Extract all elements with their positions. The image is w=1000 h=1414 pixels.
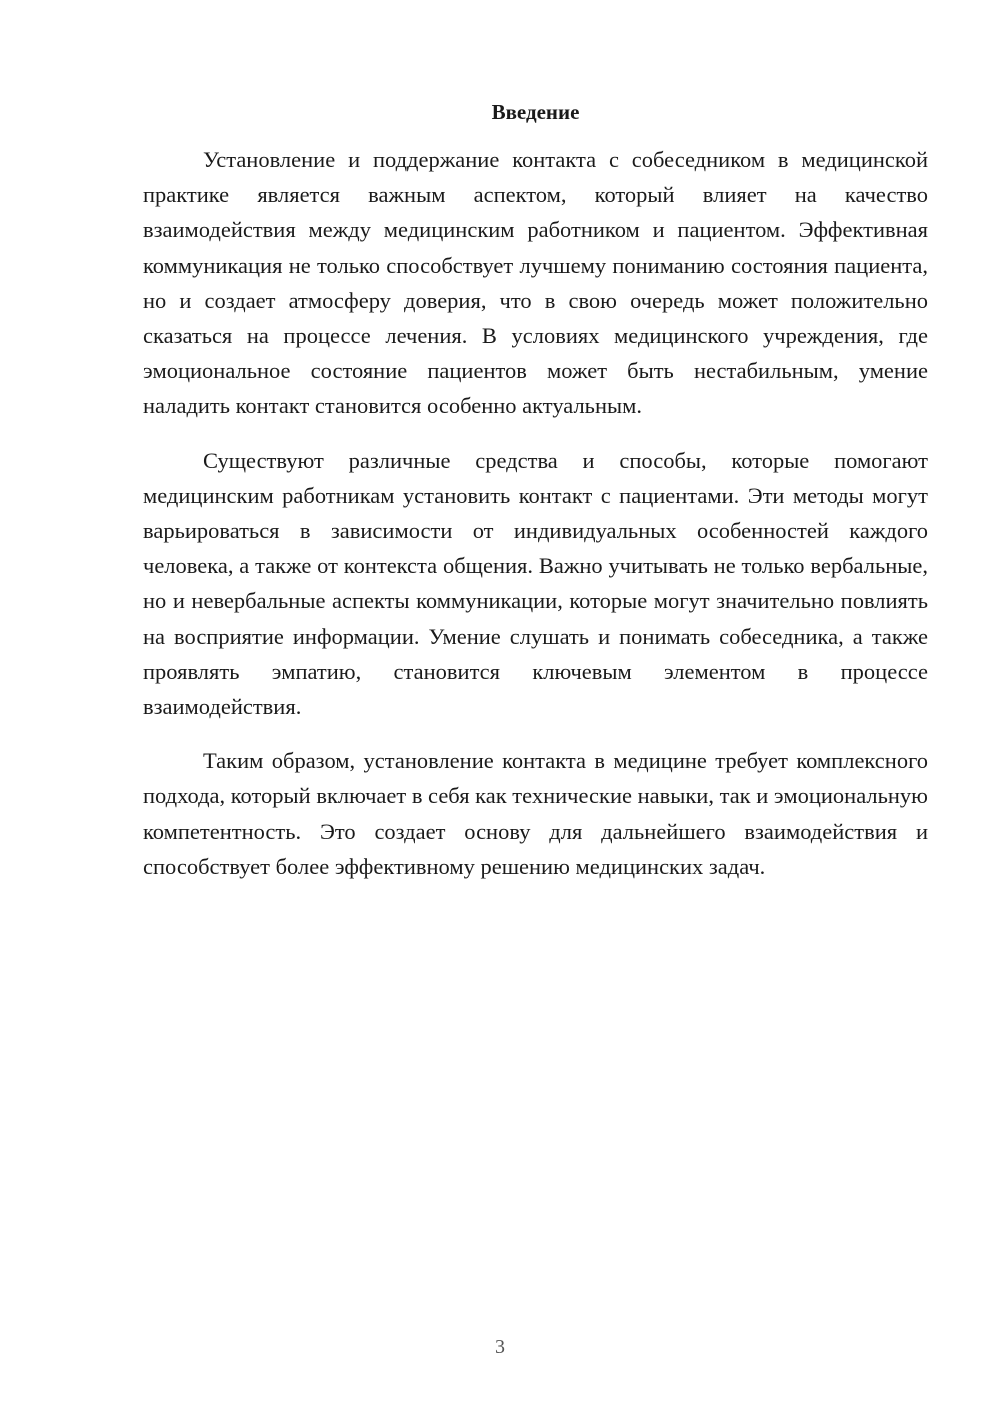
paragraph-3: Таким образом, установление контакта в медицине требует комплексного подхода, который включает в себя как технические навыки, так и эмоциональную компетентность. Это создает основу для дальнейшего взаимодействия и способствует более эффективному решению медицинских задач. — [143, 748, 928, 879]
section-heading: Введение — [491, 100, 580, 124]
paragraph-1: Установление и поддержание контакта с собеседником в медицинской практике является важным аспектом, который влияет на качество взаимодействия между медицинским работником и пациентом. Эффективная коммуникация не только способствует лучшему пониманию состояния пациента, но и создает атмосферу доверия, что в свою очередь может положительно сказаться на процессе лечения. В условиях медицинского учреждения, где эмоциональное состояние пациентов может быть нестабильным, умение наладить контакт становится особенно актуальным. — [143, 147, 928, 419]
paragraph-2: Существуют различные средства и способы, которые помогают медицинским работникам установить контакт с пациентами. Эти методы могут варьироваться в зависимости от индивидуальных особенностей каждого человека, а также от контекста общения. Важно учитывать не только вербальные, но и невербальные аспекты коммуникации, которые могут значительно повлиять на восприятие информации. Умение слушать и понимать собеседника, а также проявлять эмпатию, становится ключевым элементом в процессе взаимодействия. — [143, 447, 928, 720]
page-number: 3 — [495, 1336, 505, 1358]
body-text — [143, 142, 928, 903]
